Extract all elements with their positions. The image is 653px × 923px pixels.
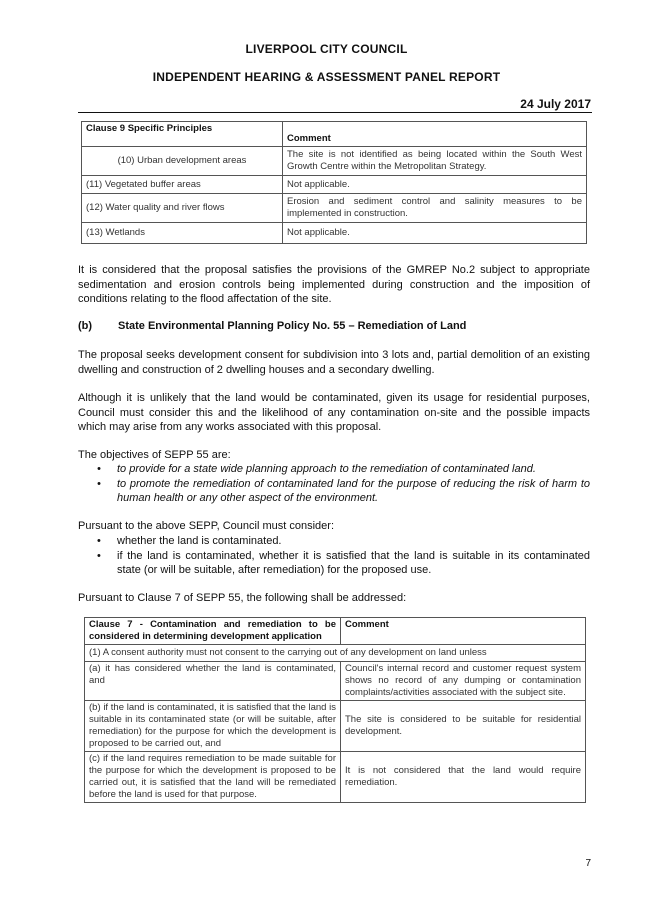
paragraph: The objectives of SEPP 55 are: bbox=[78, 449, 231, 461]
page-number: 7 bbox=[585, 858, 591, 869]
column-header: Comment bbox=[283, 122, 587, 147]
table-cell: (12) Water quality and river flows bbox=[82, 194, 283, 223]
table-row bbox=[85, 752, 586, 803]
table-cell: It is not considered that the land would require remediation. bbox=[341, 752, 586, 803]
table-cell: The site is considered to be suitable for residential development. bbox=[341, 701, 586, 752]
table-row bbox=[82, 223, 587, 244]
table-cell: (11) Vegetated buffer areas bbox=[82, 176, 283, 194]
table-cell: Erosion and sediment control and salinity measures to be implemented in construction. bbox=[283, 194, 587, 223]
clause9-table bbox=[81, 121, 587, 244]
table-row bbox=[85, 662, 586, 701]
table-row bbox=[82, 194, 587, 223]
paragraph: Pursuant to Clause 7 of SEPP 55, the following shall be addressed: bbox=[78, 592, 407, 604]
section-label: (b) bbox=[78, 320, 93, 332]
table-cell: (b) if the land is contaminated, it is satisfied that the land is suitable in its contaminated state (or will be suitable, after remediation) for the purpose for which the development is proposed to be carried out, and bbox=[85, 701, 341, 752]
table-cell: (1) A consent authority must not consent to the carrying out of any development on land unless bbox=[85, 645, 586, 662]
paragraph: Pursuant to the above SEPP, Council must consider: bbox=[78, 520, 334, 532]
table-row bbox=[82, 147, 587, 176]
table-cell: (c) if the land requires remediation to be made suitable for the purpose for which the development is proposed to be carried out, it is satisfied that the land will be remediated before the land is used for that purpose. bbox=[85, 752, 341, 803]
council-title: LIVERPOOL CITY COUNCIL bbox=[245, 42, 408, 56]
table-header-row bbox=[82, 122, 587, 147]
list-item: • whether the land is contaminated. bbox=[97, 534, 590, 549]
clause7-table bbox=[84, 617, 586, 803]
list-item: • if the land is contaminated, whether it is satisfied that the land is suitable in its contaminated state (or will be suitable, after remediation) for the proposed use. bbox=[97, 549, 590, 578]
section-heading bbox=[78, 320, 466, 332]
column-header: Comment bbox=[341, 618, 586, 645]
paragraph: The proposal seeks development consent for subdivision into 3 lots and, partial demolition of an existing dwelling and construction of 2 dwelling houses and a secondary dwelling. bbox=[78, 349, 590, 376]
table-cell: (10) Urban development areas bbox=[82, 147, 283, 176]
objectives-list bbox=[97, 462, 590, 506]
report-date: 24 July 2017 bbox=[520, 97, 591, 111]
table-row bbox=[85, 701, 586, 752]
report-title: INDEPENDENT HEARING & ASSESSMENT PANEL REPORT bbox=[152, 70, 501, 84]
paragraph: It is considered that the proposal satisfies the provisions of the GMREP No.2 subject to appropriate sedimentation and erosion controls being implemented during construction and the imposition of conditions relating to the flood affectation of the site. bbox=[78, 264, 590, 305]
header-divider bbox=[78, 112, 592, 113]
list-item: • to promote the remediation of contaminated land for the purpose of reducing the risk of harm to human health or any other aspect of the environment. bbox=[97, 477, 590, 506]
table-cell: (13) Wetlands bbox=[82, 223, 283, 244]
table-header-row bbox=[85, 618, 586, 645]
table-row bbox=[82, 176, 587, 194]
table-cell: Not applicable. bbox=[283, 176, 587, 194]
column-header: Clause 9 Specific Principles bbox=[82, 122, 283, 147]
table-cell: Council's internal record and customer request system shows no record of any dumping or contamination complaints/activities associated with the subject site. bbox=[341, 662, 586, 701]
table-cell: The site is not identified as being located within the South West Growth Centre within the Metropolitan Strategy. bbox=[283, 147, 587, 176]
table-row bbox=[85, 645, 586, 662]
list-item: • to provide for a state wide planning approach to the remediation of contaminated land. bbox=[97, 462, 590, 477]
column-header: Clause 7 - Contamination and remediation to be considered in determining development application bbox=[85, 618, 341, 645]
consider-list bbox=[97, 534, 590, 578]
paragraph: Although it is unlikely that the land would be contaminated, given its usage for residential purposes, Council must consider this and the likelihood of any contamination on-site and the possible impacts which may arise from any works associated with this proposal. bbox=[78, 392, 590, 433]
table-cell: (a) it has considered whether the land is contaminated, and bbox=[85, 662, 341, 701]
table-cell: Not applicable. bbox=[283, 223, 587, 244]
section-title: State Environmental Planning Policy No. 55 – Remediation of Land bbox=[118, 320, 467, 332]
